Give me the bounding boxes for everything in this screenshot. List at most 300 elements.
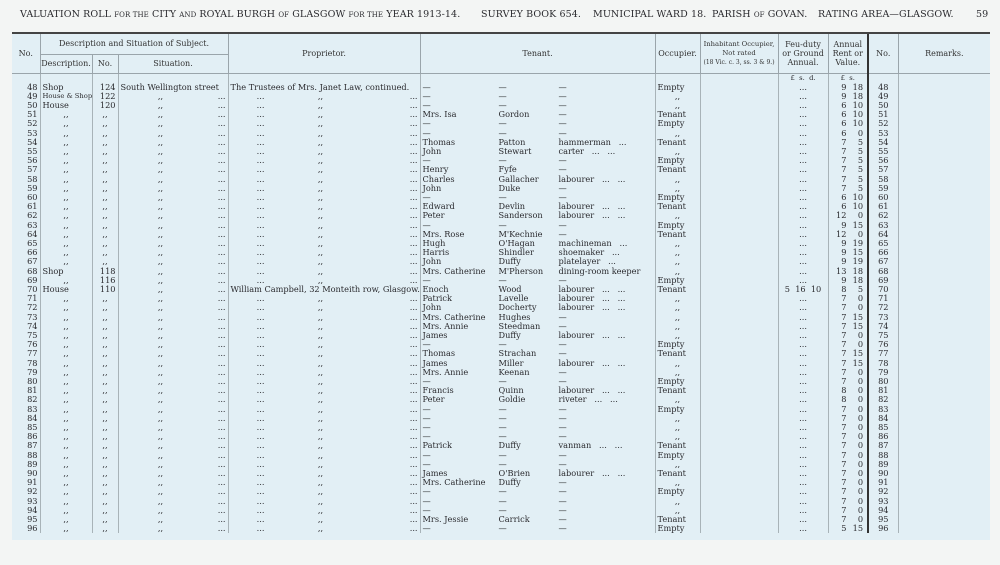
occupier: Tenant [655, 202, 700, 211]
inhabitant-occupier [700, 285, 778, 294]
title-text: OF [278, 11, 290, 19]
feu-duty: ... [778, 506, 828, 515]
description: ,, [40, 441, 92, 450]
ditto-dots: ... [409, 478, 418, 488]
tenant-surname: Lavelle [498, 294, 529, 304]
row-number: 59 [27, 183, 38, 193]
tenant-surname: Gordon [498, 110, 530, 120]
row-number: 68 [27, 266, 38, 276]
remarks [898, 267, 990, 276]
tenant-cell [420, 487, 655, 496]
rent-pounds: 7 [841, 515, 847, 525]
proprietor: ,, [317, 496, 324, 506]
tenant-surname: Gallacher [498, 174, 539, 184]
tenant-cell [420, 248, 655, 257]
rent-shillings: 0 [857, 423, 864, 433]
ditto-dots: ... [409, 524, 418, 534]
proprietor: ,, [317, 340, 324, 350]
ditto-dots: ... [217, 459, 226, 469]
rent-pounds: 7 [841, 349, 847, 359]
feu-duty: ... [778, 322, 828, 331]
rent-pounds: 7 [841, 146, 847, 156]
remarks [898, 294, 990, 303]
feu-duty: ... [778, 386, 828, 395]
tenant-surname: — [498, 156, 507, 166]
rent-pounds: 12 [836, 211, 847, 221]
proprietor: ,, [317, 119, 324, 129]
situation-cell [118, 257, 228, 266]
proprietor: ,, [317, 404, 324, 414]
tenant-surname: — [498, 404, 507, 414]
description: ,, [40, 524, 92, 533]
proprietor: ,, [317, 128, 324, 138]
feu-duty: ... [778, 294, 828, 303]
proprietor: ,, [317, 524, 324, 534]
table-row [12, 276, 990, 285]
remarks [898, 138, 990, 147]
situation-cell [118, 441, 228, 450]
rent-shillings: 0 [857, 450, 864, 460]
row-number-right: 54 [868, 138, 898, 147]
parish-text: GOVAN. [767, 9, 808, 20]
description: ,, [40, 175, 92, 184]
ditto-dots: ... [256, 432, 265, 442]
row-number: 70 [27, 284, 38, 294]
situation-cell [118, 211, 228, 220]
situation: ,, [157, 165, 164, 175]
description: ,, [40, 432, 92, 441]
ditto-dots: ... [409, 367, 418, 377]
feu-duty: ... [778, 184, 828, 193]
remarks [898, 469, 990, 478]
row-number: 83 [27, 404, 38, 414]
tenant-cell [420, 340, 655, 349]
inhabitant-occupier [700, 524, 778, 533]
annual-rent [828, 377, 868, 386]
proprietor-cell [228, 202, 420, 211]
occupier: Empty [655, 405, 700, 414]
description: ,, [40, 147, 92, 156]
proprietor: ,, [317, 165, 324, 175]
tenant-first-name: Mrs. Catherine [422, 478, 486, 488]
proprietor-cell [228, 83, 420, 92]
ditto-dots: ... [256, 321, 265, 331]
tenant-first-name: — [422, 505, 431, 515]
ditto-dots: ... [256, 294, 265, 304]
proprietor-cell [228, 506, 420, 515]
rent-pounds: 8 [841, 386, 847, 396]
rent-pounds: 12 [836, 229, 847, 239]
proprietor: ,, [317, 202, 324, 212]
remarks [898, 221, 990, 230]
situation-cell [118, 386, 228, 395]
tenant-occupation: hammerman ... [558, 137, 627, 147]
ditto-dots: ... [256, 119, 265, 129]
inhabitant-occupier [700, 184, 778, 193]
annual-rent [828, 110, 868, 119]
ditto-dots: ... [409, 358, 418, 368]
occupier: ,, [655, 101, 700, 110]
tenant-first-name: — [422, 220, 431, 230]
feu-duty: ... [778, 230, 828, 239]
proprietor-cell [228, 230, 420, 239]
rent-shillings: 0 [857, 229, 864, 239]
ditto-dots: ... [409, 330, 418, 340]
remarks [898, 331, 990, 340]
rent-pounds: 8 [841, 395, 847, 405]
description: ,, [40, 248, 92, 257]
remarks [898, 92, 990, 101]
row-number-right: 84 [868, 414, 898, 423]
rent-shillings: 18 [852, 266, 864, 276]
description: ,, [40, 460, 92, 469]
tenant-occupation: — [558, 496, 567, 506]
situation: ,, [157, 137, 164, 147]
house-number: ,, [92, 460, 118, 469]
table-row [12, 395, 990, 404]
remarks [898, 257, 990, 266]
tenant-occupation: labourer ... ... [558, 330, 626, 340]
proprietor: ,, [317, 312, 324, 322]
inhabitant-occupier [700, 202, 778, 211]
situation: ,, [157, 349, 164, 359]
tenant-cell [420, 202, 655, 211]
table-row [12, 331, 990, 340]
row-number: 51 [27, 110, 38, 120]
situation: ,, [157, 386, 164, 396]
row-number-right: 91 [868, 478, 898, 487]
feu-duty: ... [778, 423, 828, 432]
house-number: ,, [92, 313, 118, 322]
situation: ,, [157, 91, 164, 101]
row-number: 85 [27, 423, 38, 433]
row-number: 90 [27, 469, 38, 479]
rent-shillings: 15 [852, 312, 864, 322]
description: ,, [40, 276, 92, 285]
situation-cell [118, 451, 228, 460]
proprietor-cell [228, 303, 420, 312]
proprietor-cell [228, 184, 420, 193]
proprietor: ,, [317, 358, 324, 368]
ditto-dots: ... [217, 377, 226, 386]
currency-units-row [12, 73, 990, 83]
ditto-dots: ... [217, 330, 226, 340]
feu-duty: ... [778, 221, 828, 230]
feu-duty: ... [778, 441, 828, 450]
row-number: 94 [27, 505, 38, 515]
rent-shillings: 10 [852, 100, 864, 110]
proprietor: ,, [317, 303, 324, 313]
rent-pounds: 13 [836, 266, 847, 276]
ditto-dots: ... [217, 220, 226, 230]
ditto-dots: ... [256, 496, 265, 506]
row-number: 67 [27, 257, 38, 267]
tenant-first-name: — [422, 413, 431, 423]
tenant-occupation: — [558, 119, 567, 129]
tenant-occupation: — [558, 349, 567, 359]
tenant-surname: — [498, 487, 507, 497]
annual-rent [828, 340, 868, 349]
inhabitant-occupier [700, 487, 778, 496]
situation-cell [118, 285, 228, 294]
row-number-right: 67 [868, 257, 898, 266]
remarks [898, 165, 990, 174]
occupier: ,, [655, 359, 700, 368]
ditto-dots: ... [256, 515, 265, 525]
header-line: Annual. [787, 57, 819, 67]
tenant-occupation: — [558, 413, 567, 423]
tenant-first-name: Henry [422, 165, 449, 175]
proprietor-cell [228, 110, 420, 119]
row-number: 88 [27, 450, 38, 460]
proprietor-cell [228, 451, 420, 460]
rent-pounds: 7 [841, 367, 847, 377]
ditto-dots: ... [409, 505, 418, 515]
tenant-cell [420, 432, 655, 441]
ditto-dots: ... [256, 386, 265, 396]
proprietor: ,, [317, 459, 324, 469]
tenant-surname: — [498, 119, 507, 129]
situation-cell [118, 165, 228, 174]
tenant-cell [420, 230, 655, 239]
feu-duty: ... [778, 368, 828, 377]
table-row [12, 165, 990, 174]
table-row [12, 202, 990, 211]
remarks [898, 515, 990, 524]
house-number: ,, [92, 193, 118, 202]
situation: ,, [157, 441, 164, 451]
ditto-dots: ... [217, 156, 226, 166]
ditto-dots: ... [217, 395, 226, 405]
tenant-first-name: John [422, 146, 442, 156]
rent-pounds: 7 [841, 321, 847, 331]
proprietor-cell [228, 441, 420, 450]
house-number: ,, [92, 165, 118, 174]
tenant-occupation: — [558, 478, 567, 488]
feu-duty: 5 16 10 [778, 285, 828, 294]
inhabitant-occupier [700, 165, 778, 174]
row-number-right: 53 [868, 129, 898, 138]
occupier: ,, [655, 294, 700, 303]
ditto-dots: ... [409, 294, 418, 304]
table-row [12, 469, 990, 478]
tenant-first-name: Patrick [422, 294, 452, 304]
remarks [898, 478, 990, 487]
tenant-surname: Duffy [498, 257, 521, 267]
ditto-dots: ... [409, 349, 418, 359]
description: ,, [40, 322, 92, 331]
tenant-first-name: — [422, 82, 431, 92]
rent-pounds: 9 [841, 238, 847, 248]
header-line: Feu-duty [785, 39, 821, 49]
feu-currency-units: £ s. d. [778, 73, 828, 83]
occupier: ,, [655, 313, 700, 322]
annual-rent [828, 515, 868, 524]
situation: ,, [157, 413, 164, 423]
tenant-occupation: — [558, 91, 567, 101]
tenant-first-name: John [422, 183, 442, 193]
ditto-dots: ... [256, 441, 265, 451]
rent-pounds: 7 [841, 303, 847, 313]
ditto-dots: ... [409, 91, 418, 101]
valuation-table [12, 34, 990, 533]
ditto-dots: ... [256, 524, 265, 534]
tenant-cell [420, 441, 655, 450]
row-number: 77 [27, 349, 38, 359]
remarks [898, 184, 990, 193]
tenant-occupation: — [558, 128, 567, 138]
table-row [12, 211, 990, 220]
ditto-dots: ... [256, 183, 265, 193]
rent-pounds: 7 [841, 469, 847, 479]
parish-text: OF [753, 11, 765, 19]
ditto-dots: ... [217, 284, 226, 294]
tenant-first-name: — [422, 496, 431, 506]
house-number: ,, [92, 386, 118, 395]
tenant-occupation: — [558, 367, 567, 377]
tenant-surname: Steedman [498, 321, 541, 331]
header-line: Annual [833, 39, 863, 49]
table-row [12, 285, 990, 294]
inhabitant-occupier [700, 395, 778, 404]
situation: ,, [157, 330, 164, 340]
ditto-dots: ... [217, 450, 226, 460]
table-body [12, 73, 990, 533]
annual-rent [828, 349, 868, 358]
survey-book: SURVEY BOOK 654. [481, 9, 582, 20]
tenant-occupation: dining-room keeper [558, 266, 641, 276]
col-header-proprietor: Proprietor. [228, 34, 420, 73]
occupier: Empty [655, 221, 700, 230]
house-number: ,, [92, 175, 118, 184]
proprietor: ,, [317, 275, 324, 285]
tenant-surname: — [498, 505, 507, 515]
feu-duty: ... [778, 119, 828, 128]
row-number-right: 83 [868, 405, 898, 414]
situation-cell [118, 248, 228, 257]
tenant-first-name: — [422, 524, 431, 534]
ditto-dots: ... [217, 432, 226, 442]
tenant-occupation: — [558, 220, 567, 230]
situation: ,, [157, 183, 164, 193]
remarks [898, 239, 990, 248]
situation: ,, [157, 469, 164, 479]
tenant-occupation: — [558, 321, 567, 331]
tenant-cell [420, 497, 655, 506]
proprietor: ,, [317, 238, 324, 248]
house-number: ,, [92, 469, 118, 478]
rent-shillings: 5 [857, 156, 864, 166]
proprietor-cell [228, 377, 420, 386]
house-number: ,, [92, 138, 118, 147]
remarks [898, 101, 990, 110]
occupier: Tenant [655, 230, 700, 239]
situation-cell [118, 303, 228, 312]
tenant-first-name: — [422, 100, 431, 110]
tenant-occupation: — [558, 432, 567, 442]
tenant-occupation: — [558, 377, 567, 386]
proprietor: ,, [317, 367, 324, 377]
row-number-right: 69 [868, 276, 898, 285]
empty-cell [12, 73, 40, 83]
tenant-surname: — [498, 275, 507, 285]
ditto-dots: ... [256, 450, 265, 460]
inhabitant-occupier [700, 110, 778, 119]
rent-shillings: 0 [857, 487, 864, 497]
remarks [898, 349, 990, 358]
inhabitant-occupier [700, 257, 778, 266]
rent-shillings: 0 [857, 340, 864, 350]
proprietor-cell [228, 165, 420, 174]
tenant-first-name: John [422, 257, 442, 267]
row-number-right: 73 [868, 313, 898, 322]
ditto-dots: ... [409, 248, 418, 258]
tenant-cell [420, 184, 655, 193]
proprietor-cell [228, 156, 420, 165]
proprietor-cell [228, 119, 420, 128]
annual-rent [828, 506, 868, 515]
house-number: ,, [92, 147, 118, 156]
occupier: Empty [655, 340, 700, 349]
annual-rent [828, 487, 868, 496]
ditto-dots: ... [409, 413, 418, 423]
row-number: 55 [27, 146, 38, 156]
situation-cell [118, 331, 228, 340]
rent-shillings: 19 [852, 238, 864, 248]
remarks [898, 441, 990, 450]
roll-title [20, 9, 460, 20]
rent-shillings: 0 [857, 128, 864, 138]
rent-shillings: 5 [857, 165, 864, 175]
proprietor: ,, [317, 413, 324, 423]
tenant-surname: Miller [498, 358, 524, 368]
situation: ,, [157, 174, 164, 184]
situation-cell [118, 92, 228, 101]
ditto-dots: ... [217, 165, 226, 175]
ditto-dots: ... [256, 146, 265, 156]
header-line: or Ground [782, 48, 824, 58]
tenant-occupation: carter ... ... [558, 146, 616, 156]
tenant-surname: Quinn [498, 386, 524, 396]
proprietor-cell [228, 248, 420, 257]
row-number-right: 58 [868, 175, 898, 184]
tenant-surname: M'Pherson [498, 266, 544, 276]
ditto-dots: ... [409, 257, 418, 267]
inhabitant-occupier [700, 83, 778, 92]
inhabitant-occupier [700, 423, 778, 432]
annual-rent [828, 92, 868, 101]
ditto-dots: ... [256, 312, 265, 322]
tenant-cell [420, 257, 655, 266]
remarks [898, 193, 990, 202]
tenant-first-name: — [422, 91, 431, 101]
rent-shillings: 15 [852, 358, 864, 368]
rent-pounds: 5 [841, 524, 847, 534]
description: ,, [40, 165, 92, 174]
tenant-occupation: — [558, 340, 567, 350]
row-number-right: 64 [868, 230, 898, 239]
feu-duty: ... [778, 432, 828, 441]
ditto-dots: ... [256, 303, 265, 313]
remarks [898, 506, 990, 515]
row-number: 65 [27, 238, 38, 248]
ditto-dots: ... [409, 459, 418, 469]
tenant-occupation: — [558, 312, 567, 322]
row-number: 72 [27, 303, 38, 313]
table-row [12, 303, 990, 312]
ditto-dots: ... [409, 386, 418, 396]
house-number: 122 [92, 92, 118, 101]
